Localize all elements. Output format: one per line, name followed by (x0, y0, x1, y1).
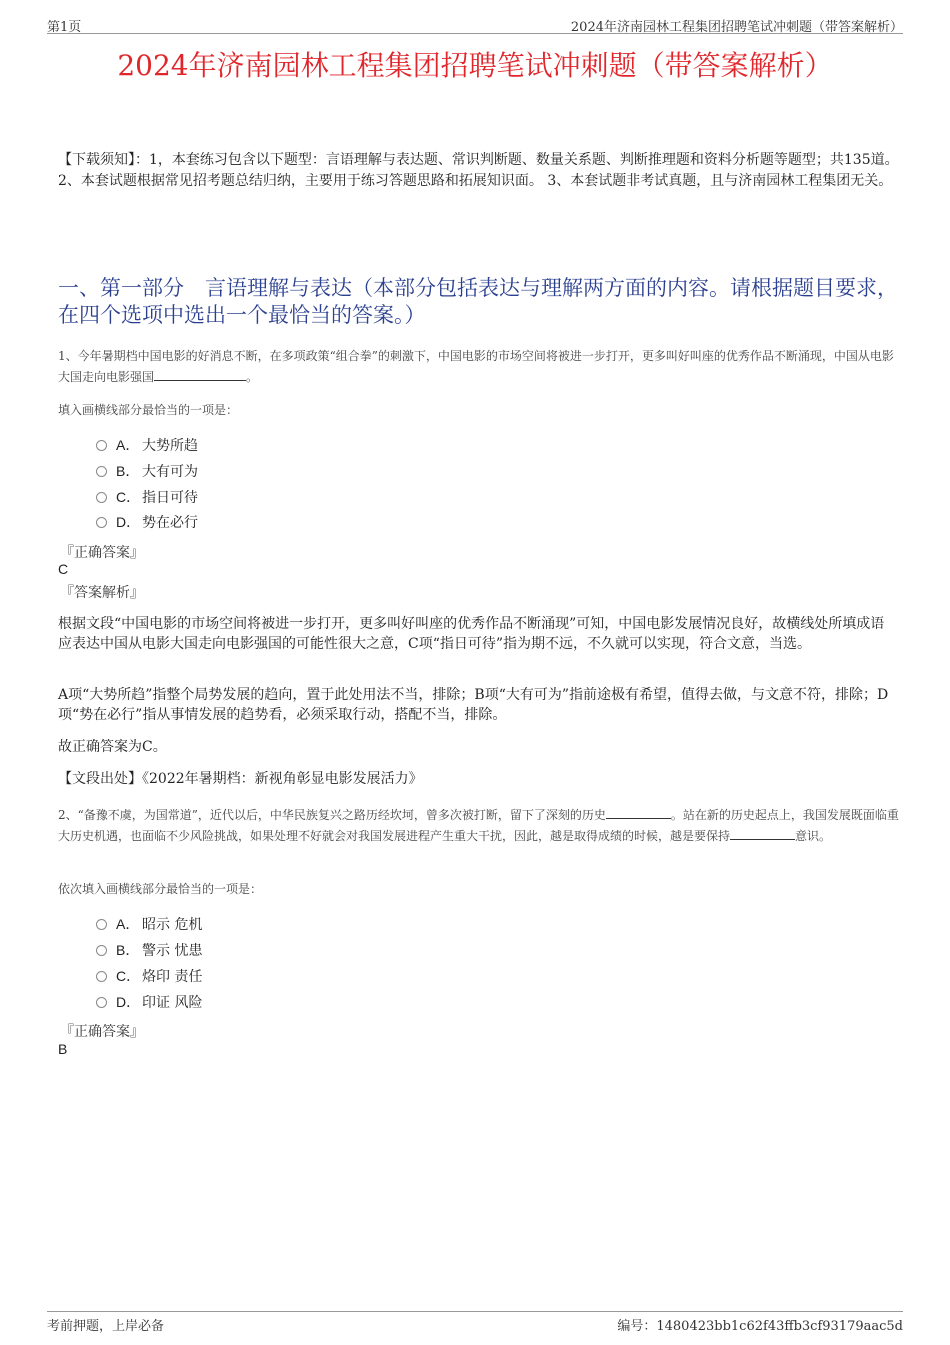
option-text: 印证 风险 (142, 995, 203, 1011)
option-letter: C． (116, 968, 141, 984)
option-letter: A． (116, 437, 140, 453)
page-header (0, 0, 950, 34)
question-1-stem-text: 1、今年暑期档中国电影的好消息不断，在多项政策“组合拳”的刺激下，中国电影的市场空间将被进一步打开，更多叫好叫座的优秀作品不断涌现，中国从电影大国走向电影强国 (58, 349, 894, 384)
question-2-stem-text: 。站在新的历史起点上，我国发展既面临重大历史机遇，也面临不少风险挑战，如果处理不好就会对我国发展进程产生重大干扰，因此，越是取得成绩的时候，越是要保持 (58, 808, 899, 843)
page-number: 第1页 (47, 20, 82, 35)
question-1-stem (58, 346, 900, 388)
answer-blank (606, 807, 671, 819)
question-1-stem-end: 。 (246, 370, 259, 384)
footer-serial-number: 编号：1480423bb1c62f43ffb3cf93179aac5d (617, 1319, 903, 1334)
option-letter: B． (116, 463, 140, 479)
question-2-answer-label: 『正确答案』 (60, 1024, 144, 1040)
radio-icon[interactable] (96, 945, 107, 956)
footer-divider (47, 1311, 903, 1312)
question-1-instruction: 填入画横线部分最恰当的一项是： (58, 403, 239, 417)
question-1-answer: C (58, 561, 69, 577)
answer-blank (730, 828, 795, 840)
option-text: 烙印 责任 (142, 969, 203, 985)
radio-icon[interactable] (96, 466, 107, 477)
option-letter: B． (116, 942, 140, 958)
question-2-option-c[interactable] (96, 965, 202, 987)
option-letter: A． (116, 916, 140, 932)
answer-blank (154, 369, 246, 381)
option-text: 警示 忧患 (142, 943, 203, 959)
option-text: 势在必行 (142, 515, 198, 531)
question-2-option-d[interactable] (96, 991, 202, 1013)
question-1-option-d[interactable] (96, 511, 198, 533)
option-text: 大势所趋 (142, 438, 198, 454)
option-letter: D． (116, 994, 141, 1010)
question-1-source: 【文段出处】《2022年暑期档：新视角彰显电影发展活力》 (58, 771, 423, 787)
header-title: 2024年济南园林工程集团招聘笔试冲刺题（带答案解析） (570, 20, 903, 35)
question-1-option-c[interactable] (96, 486, 198, 508)
option-text: 昭示 危机 (142, 917, 203, 933)
question-1-conclusion: 故正确答案为C。 (58, 739, 167, 755)
question-2-stem (58, 805, 900, 847)
radio-icon[interactable] (96, 997, 107, 1008)
question-2-instruction: 依次填入画横线部分最恰当的一项是： (58, 882, 263, 896)
question-1-option-b[interactable] (96, 460, 198, 482)
question-2-answer: B (58, 1041, 68, 1057)
question-2-option-b[interactable] (96, 939, 202, 961)
download-notice: 【下载须知】：1，本套练习包含以下题型：言语理解与表达题、常识判断题、数量关系题、判断推理题和资料分析题等题型；共135道。 2、本套试题根据常见招考题总结归纳，主要用于练习答题思路和拓展知识面。 3、本套试题非考试真题，且与济南园林工程集团无关。 (58, 152, 899, 189)
option-text: 大有可为 (142, 464, 198, 480)
radio-icon[interactable] (96, 440, 107, 451)
radio-icon[interactable] (96, 919, 107, 930)
option-letter: C． (116, 489, 141, 505)
question-1-option-a[interactable] (96, 434, 198, 456)
footer-slogan: 考前押题，上岸必备 (47, 1319, 165, 1334)
header-divider (47, 33, 903, 34)
question-1-analysis-paragraph: A项“大势所趋”指整个局势发展的趋向，置于此处用法不当，排除；B项“大有可为”指前途极有希望，值得去做，与文意不符，排除；D项“势在必行”指从事情发展的趋势看，必须采取行动，搭配不当，排除。 (58, 687, 889, 723)
question-2-stem-text: 2、“备豫不虞，为国常道”，近代以后，中华民族复兴之路历经坎坷，曾多次被打断，留下了深刻的历史 (58, 808, 606, 822)
question-1-analysis-paragraph: 根据文段“中国电影的市场空间将被进一步打开，更多叫好叫座的优秀作品不断涌现”可知，中国电影发展情况良好，故横线处所填成语应表达中国从电影大国走向电影强国的可能性很大之意，C项“指日可待”指为期不远，不久就可以实现，符合文意，当选。 (58, 616, 885, 652)
document-title: 2024年济南园林工程集团招聘笔试冲刺题（带答案解析） (117, 49, 833, 82)
question-2-option-a[interactable] (96, 913, 202, 935)
option-text: 指日可待 (142, 490, 198, 506)
radio-icon[interactable] (96, 492, 107, 503)
option-letter: D． (116, 514, 141, 530)
question-2-stem-end: 意识。 (795, 829, 832, 843)
radio-icon[interactable] (96, 517, 107, 528)
radio-icon[interactable] (96, 971, 107, 982)
question-1-analysis-label: 『答案解析』 (60, 585, 144, 601)
question-1-answer-label: 『正确答案』 (60, 545, 144, 561)
section-heading: 一、第一部分 言语理解与表达（本部分包括表达与理解两方面的内容。请根据题目要求，在四个选项中选出一个最恰当的答案。） (58, 276, 898, 327)
